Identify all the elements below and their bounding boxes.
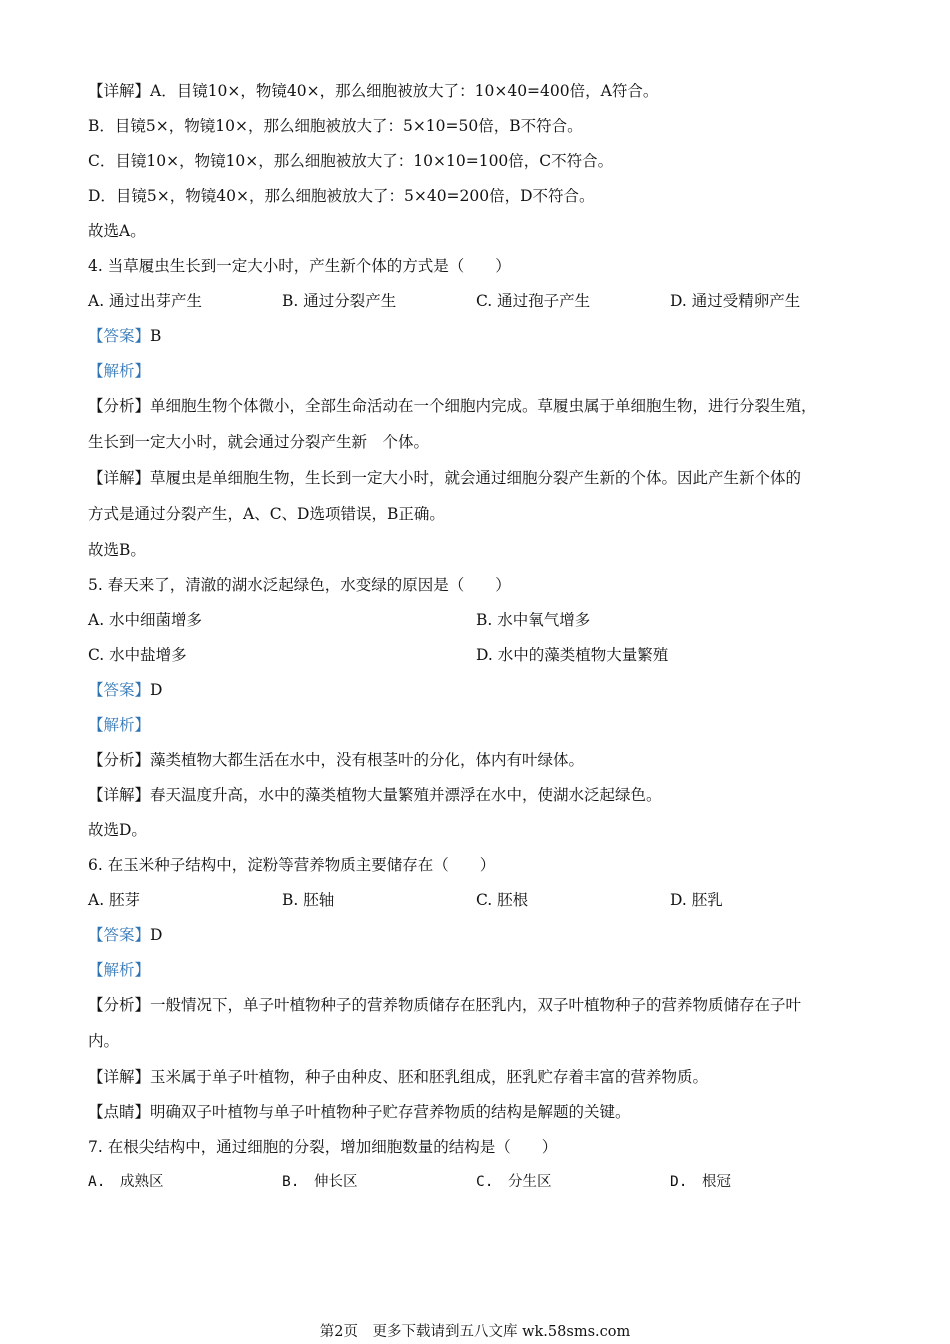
q7-option-b: B. 伸长区 xyxy=(282,1174,358,1190)
q4-analysis-tag: 【解析】 xyxy=(88,362,151,380)
q5-conclusion: 故选D。 xyxy=(88,821,147,839)
q3-detail-c: C．目镜10×，物镜10×，那么细胞被放大了：10×10=100倍，C不符合。 xyxy=(88,152,614,170)
q7-option-a: A. 成熟区 xyxy=(88,1174,164,1190)
q5-option-d: D. 水中的藻类植物大量繁殖 xyxy=(476,646,669,664)
q4-options xyxy=(88,288,868,323)
q4-detail-line2: 方式是通过分裂产生，A、C、D选项错误，B正确。 xyxy=(88,505,445,523)
q6-option-b: B. 胚轴 xyxy=(282,891,335,909)
q6-detail: 【详解】玉米属于单子叶植物，种子由种皮、胚和胚乳组成，胚乳贮存着丰富的营养物质。 xyxy=(88,1068,709,1086)
q6-option-a: A. 胚芽 xyxy=(88,891,141,909)
q6-option-d: D. 胚乳 xyxy=(670,891,723,909)
q5-option-c: C. 水中盐增多 xyxy=(88,646,187,664)
answer-value: D xyxy=(150,926,163,944)
q5-fenxi: 【分析】藻类植物大都生活在水中，没有根茎叶的分化，体内有叶绿体。 xyxy=(88,751,585,769)
q4-answer xyxy=(88,323,868,358)
q3-detail-d: D．目镜5×，物镜40×，那么细胞被放大了：5×40=200倍，D不符合。 xyxy=(88,187,595,205)
page-footer: 第2页 更多下载请到五八文库 wk.58sms.com xyxy=(319,1324,631,1340)
answer-value: B xyxy=(150,327,162,345)
q5-options-row2 xyxy=(88,642,868,677)
q5-stem: 5. 春天来了，清澈的湖水泛起绿色，水变绿的原因是（ ） xyxy=(88,576,511,594)
q7-stem: 7. 在根尖结构中，通过细胞的分裂，增加细胞数量的结构是（ ） xyxy=(88,1138,558,1156)
q6-stem: 6. 在玉米种子结构中，淀粉等营养物质主要储存在（ ） xyxy=(88,856,496,874)
q4-fenxi-line1: 【分析】单细胞生物个体微小，全部生命活动在一个细胞内完成。草履虫属于单细胞生物，进行分裂生殖， xyxy=(88,397,817,415)
q4-option-a: A. 通过出芽产生 xyxy=(88,292,203,310)
q6-options xyxy=(88,887,868,922)
answer-value: D xyxy=(150,681,163,699)
answer-tag: 【答案】 xyxy=(88,926,151,944)
q6-analysis-tag: 【解析】 xyxy=(88,961,151,979)
q6-option-c: C. 胚根 xyxy=(476,891,529,909)
q6-fenxi-line1: 【分析】一般情况下，单子叶植物种子的营养物质储存在胚乳内，双子叶植物种子的营养物质储存在子叶 xyxy=(88,996,802,1014)
q5-option-a: A. 水中细菌增多 xyxy=(88,611,203,629)
q3-detail-b: B．目镜5×，物镜10×，那么细胞被放大了：5×10=50倍，B不符合。 xyxy=(88,117,583,135)
q6-fenxi-line2: 内。 xyxy=(88,1032,120,1050)
q5-options-row1 xyxy=(88,607,868,642)
q4-conclusion: 故选B。 xyxy=(88,541,146,559)
q4-detail-line1: 【详解】草履虫是单细胞生物，生长到一定大小时，就会通过细胞分裂产生新的个体。因此产生新个体的 xyxy=(88,469,802,487)
q6-answer xyxy=(88,922,868,957)
q4-stem: 4. 当草履虫生长到一定大小时，产生新个体的方式是（ ） xyxy=(88,257,511,275)
q4-option-d: D. 通过受精卵产生 xyxy=(670,292,801,310)
q6-dianjing: 【点睛】明确双子叶植物与单子叶植物种子贮存营养物质的结构是解题的关键。 xyxy=(88,1103,631,1121)
q7-options xyxy=(88,1169,868,1204)
q3-detail-a: 【详解】A．目镜10×，物镜40×，那么细胞被放大了：10×40=400倍，A符合。 xyxy=(88,82,659,100)
q7-option-d: D. 根冠 xyxy=(670,1174,731,1190)
q5-answer xyxy=(88,677,868,712)
document-page xyxy=(88,78,868,1204)
q4-fenxi-line2: 生长到一定大小时，就会通过分裂产生新 个体。 xyxy=(88,433,430,451)
q5-analysis-tag: 【解析】 xyxy=(88,716,151,734)
q4-option-b: B. 通过分裂产生 xyxy=(282,292,397,310)
q3-conclusion: 故选A。 xyxy=(88,222,146,240)
answer-tag: 【答案】 xyxy=(88,327,151,345)
q4-option-c: C. 通过孢子产生 xyxy=(476,292,591,310)
q5-detail: 【详解】春天温度升高，水中的藻类植物大量繁殖并漂浮在水中，使湖水泛起绿色。 xyxy=(88,786,662,804)
q7-option-c: C. 分生区 xyxy=(476,1174,552,1190)
answer-tag: 【答案】 xyxy=(88,681,151,699)
q5-option-b: B. 水中氧气增多 xyxy=(476,611,591,629)
